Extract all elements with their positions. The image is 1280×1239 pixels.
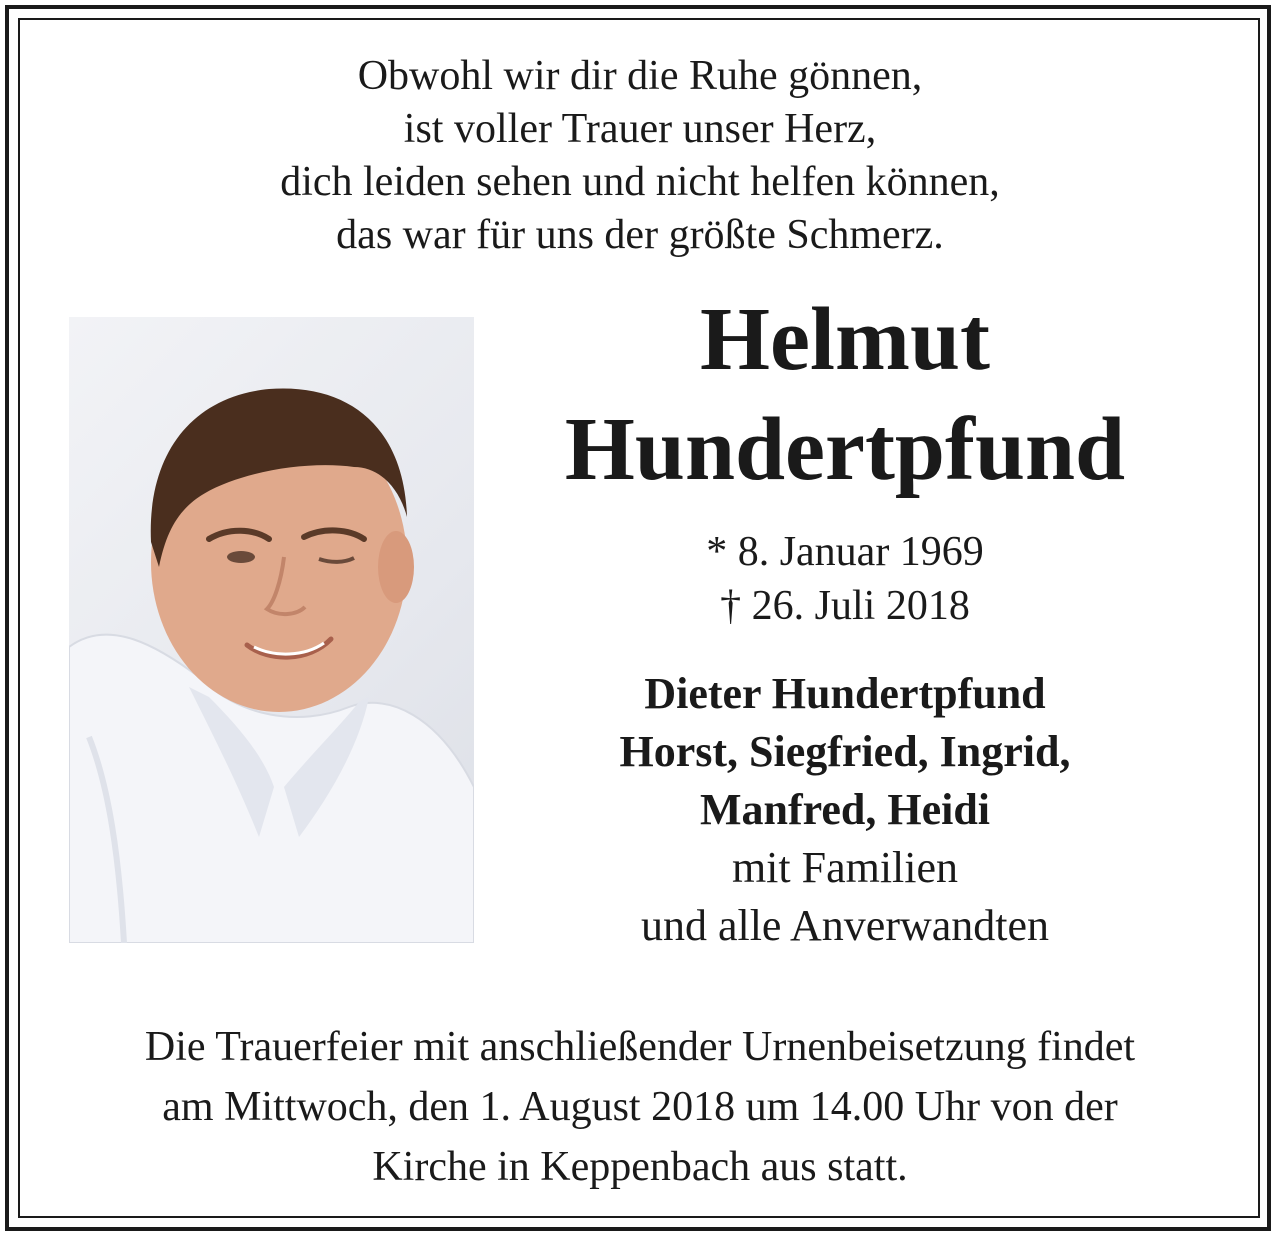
funeral-notice <box>0 1017 1280 1197</box>
poem-line: dich leiden sehen und nicht helfen können, <box>280 159 1000 205</box>
poem-line: ist voller Trauer unser Herz, <box>403 106 877 152</box>
mourner-line: Horst, Siegfried, Ingrid, <box>619 727 1071 776</box>
memorial-poem <box>0 50 1280 262</box>
portrait-photo <box>69 317 474 943</box>
portrait-illustration <box>69 317 474 943</box>
mourner-line: Manfred, Heidi <box>699 785 991 834</box>
mourner-line: mit Familien <box>731 843 959 892</box>
deceased-first-name: Helmut <box>700 290 990 389</box>
funeral-line: Kirche in Keppenbach aus statt. <box>372 1144 908 1190</box>
death-date: † 26. Juli 2018 <box>720 583 970 629</box>
funeral-line: am Mittwoch, den 1. August 2018 um 14.00 Uhr von der <box>162 1084 1118 1130</box>
poem-line: das war für uns der größte Schmerz. <box>336 212 944 258</box>
poem-line: Obwohl wir dir die Ruhe gönnen, <box>357 53 923 99</box>
mourner-line: und alle Anverwandten <box>640 901 1050 950</box>
mourner-line: Dieter Hundertpfund <box>644 669 1046 718</box>
birth-date: * 8. Januar 1969 <box>706 529 984 575</box>
deceased-last-name: Hundertpfund <box>564 400 1126 499</box>
mourners-list <box>480 665 1210 955</box>
life-dates <box>515 525 1175 633</box>
funeral-line: Die Trauerfeier mit anschließender Urnenbeisetzung findet <box>144 1024 1136 1070</box>
